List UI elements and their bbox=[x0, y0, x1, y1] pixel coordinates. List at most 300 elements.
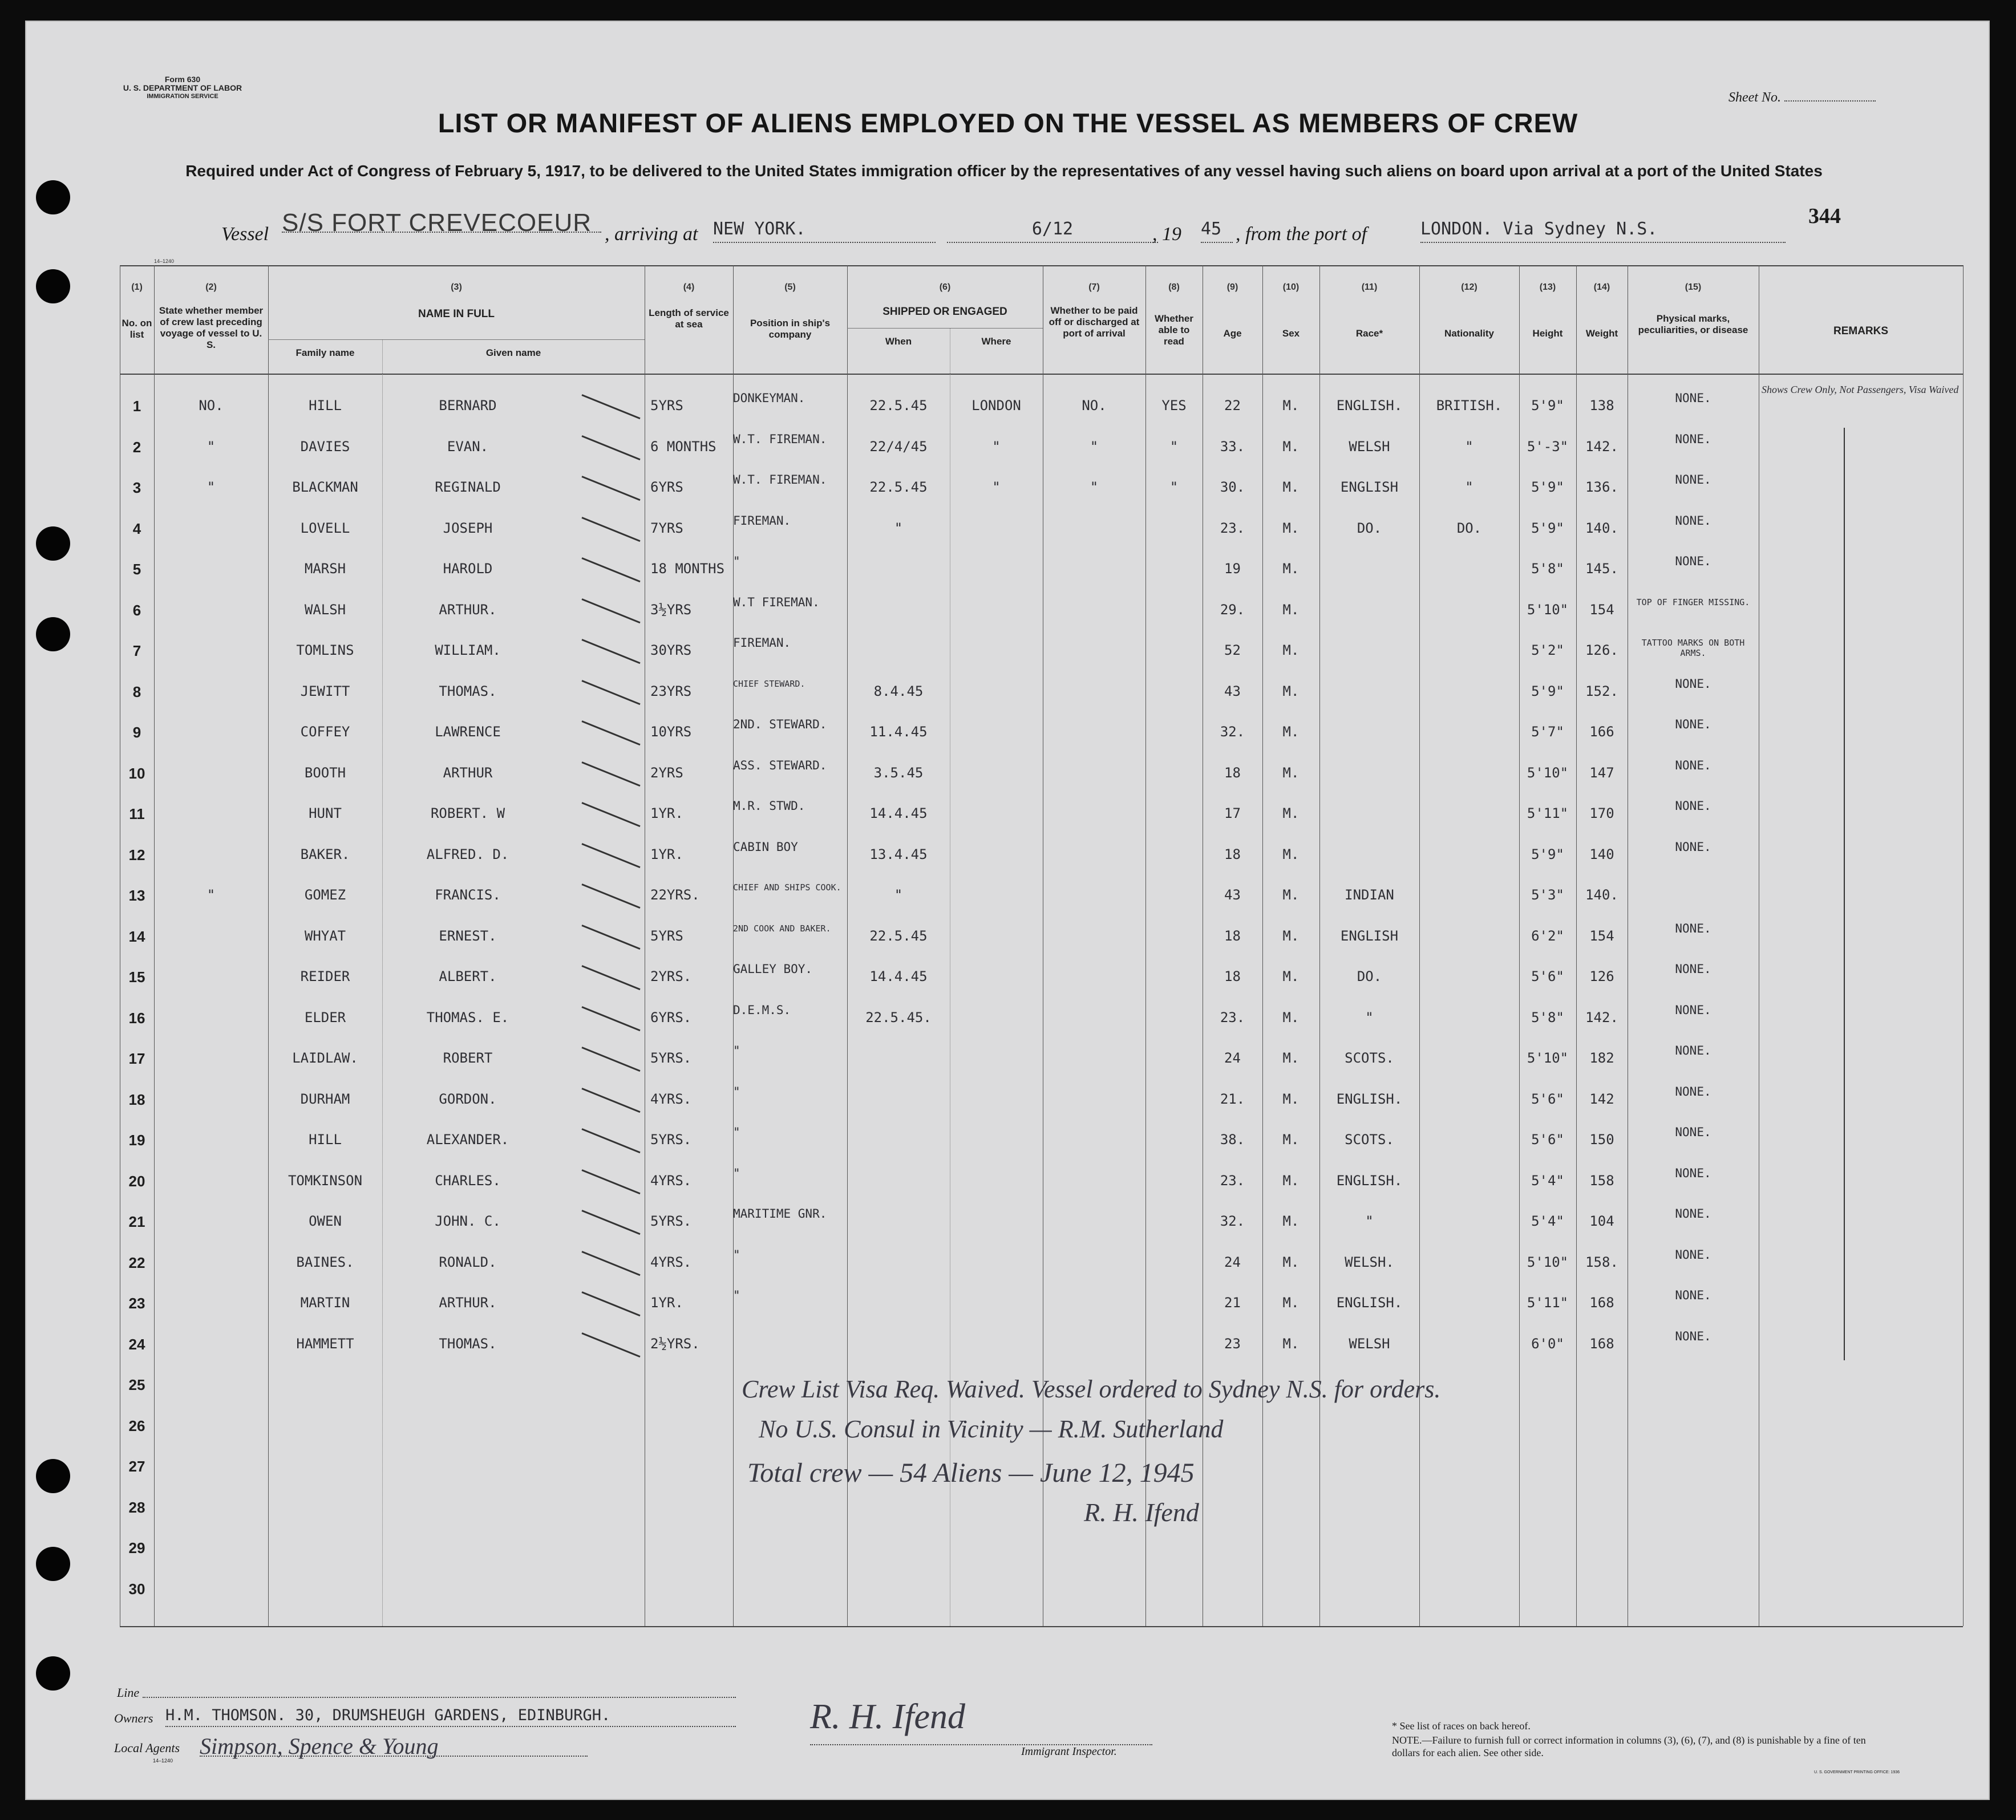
cell-remarks bbox=[1762, 996, 1961, 1019]
from-port: LONDON. Via Sydney N.S. bbox=[1420, 219, 1658, 239]
cell-position: " bbox=[733, 554, 740, 568]
cell-paid bbox=[1043, 520, 1145, 543]
check-mark-icon bbox=[581, 517, 640, 542]
cell-family: BAINES. bbox=[296, 1254, 354, 1270]
cell-paid bbox=[1043, 928, 1145, 951]
cell-when: 14.4.45 bbox=[869, 805, 928, 821]
sub-rule bbox=[268, 339, 645, 340]
cell-age: 22 bbox=[1224, 398, 1241, 414]
cell-marks: NONE. bbox=[1675, 473, 1711, 487]
cell-when: 22.5.45 bbox=[869, 398, 928, 414]
cell-read bbox=[1145, 561, 1203, 583]
cell-remarks bbox=[1762, 506, 1961, 529]
cell-length: 7YRS bbox=[650, 520, 683, 536]
cell-no: 26 bbox=[128, 1417, 145, 1434]
cell-race: DO. bbox=[1357, 520, 1382, 536]
cell-race: ENGLISH. bbox=[1336, 1295, 1403, 1311]
cell-read bbox=[1145, 928, 1203, 951]
cell-race bbox=[1319, 724, 1419, 747]
cell-no: 8 bbox=[132, 683, 141, 700]
cell-sex: M. bbox=[1282, 764, 1300, 781]
cell-sex: M. bbox=[1282, 561, 1300, 577]
department-name: U. S. DEPARTMENT OF LABOR bbox=[123, 83, 242, 92]
check-mark-icon bbox=[581, 1291, 640, 1316]
cell-height: 5'-3" bbox=[1527, 438, 1569, 455]
cell-sex: M. bbox=[1282, 887, 1300, 903]
header-able-read: Whether able to read bbox=[1155, 313, 1193, 347]
cell-paid bbox=[1043, 1132, 1145, 1154]
cell-given: THOMAS. bbox=[439, 683, 497, 699]
cell-paid bbox=[1043, 1213, 1145, 1236]
cell-marks: NONE. bbox=[1675, 1125, 1711, 1139]
date-field bbox=[947, 219, 1158, 243]
cell-when: 13.4.45 bbox=[869, 846, 928, 862]
cell-given: ROBERT bbox=[443, 1050, 493, 1066]
cell-weight: 142. bbox=[1585, 438, 1618, 455]
cell-remarks bbox=[1762, 914, 1961, 937]
cell-age: 23. bbox=[1220, 520, 1245, 536]
cell-read bbox=[1145, 520, 1203, 543]
cell-nationality: BRITISH. bbox=[1436, 398, 1503, 414]
cell-race bbox=[1319, 765, 1419, 788]
cell-family: MARSH bbox=[304, 561, 346, 577]
cell-sex: M. bbox=[1282, 1213, 1300, 1229]
cell-position: " bbox=[733, 1247, 740, 1262]
cell-family: TOMLINS bbox=[296, 642, 354, 658]
cell-paid bbox=[1043, 1336, 1145, 1359]
cell-where: " bbox=[992, 438, 1001, 455]
cell-weight: 126 bbox=[1589, 968, 1614, 984]
vessel-name-field bbox=[282, 209, 601, 237]
table-row bbox=[120, 1572, 1963, 1613]
cell-position: 2ND COOK AND BAKER. bbox=[733, 923, 831, 934]
cell-given: ALFRED. D. bbox=[426, 846, 509, 862]
cell-race bbox=[1319, 602, 1419, 625]
cell-paid bbox=[1043, 1091, 1145, 1114]
form-header-block bbox=[103, 75, 262, 101]
table-row bbox=[120, 512, 1963, 553]
cell-remarks bbox=[1762, 1118, 1961, 1141]
cell-marks bbox=[1628, 882, 1759, 905]
cell-remarks bbox=[1762, 425, 1961, 448]
service-name: IMMIGRATION SERVICE bbox=[147, 93, 218, 100]
cell-height: 5'2" bbox=[1531, 642, 1564, 658]
cell-marks: NONE. bbox=[1675, 1084, 1711, 1099]
inspector-signature: R. H. Ifend bbox=[810, 1697, 966, 1736]
arriving-field bbox=[713, 219, 936, 243]
cell-paid bbox=[1043, 1173, 1145, 1195]
cell-weight: 136. bbox=[1585, 479, 1618, 495]
cell-state bbox=[154, 1254, 268, 1277]
header-name-in-full: NAME IN FULL bbox=[418, 308, 495, 320]
col-number: (10) bbox=[1282, 282, 1300, 292]
cell-position: M.R. STWD. bbox=[733, 799, 805, 813]
cell-when bbox=[847, 561, 950, 583]
cell-nationality bbox=[1419, 1010, 1519, 1032]
cell-no: 21 bbox=[128, 1213, 145, 1230]
cell-state bbox=[154, 724, 268, 747]
header-given-name: Given name bbox=[485, 347, 541, 358]
cell-race: ENGLISH. bbox=[1336, 1091, 1403, 1107]
cell-race: WELSH bbox=[1349, 1335, 1390, 1352]
cell-weight: 182 bbox=[1589, 1050, 1614, 1066]
col-number: (1) bbox=[131, 282, 143, 292]
cell-no: 23 bbox=[128, 1295, 145, 1312]
cell-paid bbox=[1043, 724, 1145, 747]
cell-when bbox=[847, 1295, 950, 1318]
cell-no: 1 bbox=[132, 398, 141, 415]
cell-length: 6YRS bbox=[650, 479, 683, 495]
table-row bbox=[120, 1491, 1963, 1531]
cell-length: 4YRS. bbox=[650, 1091, 692, 1107]
arrival-year: 45 bbox=[1201, 219, 1222, 239]
cell-marks: NONE. bbox=[1675, 718, 1711, 731]
cell-paid bbox=[1043, 642, 1145, 665]
cell-where bbox=[950, 887, 1043, 910]
cell-race bbox=[1319, 642, 1419, 665]
col-number: (13) bbox=[1539, 282, 1556, 292]
table-row bbox=[120, 1042, 1963, 1083]
check-mark-icon bbox=[581, 639, 640, 664]
cell-paid bbox=[1043, 765, 1145, 788]
cell-no: 28 bbox=[128, 1498, 145, 1516]
annotation-signature: R. H. Ifend bbox=[1084, 1498, 1199, 1527]
cell-sex: M. bbox=[1282, 1050, 1300, 1066]
check-mark-icon bbox=[581, 557, 640, 582]
cell-age: 21 bbox=[1224, 1295, 1241, 1311]
cell-marks: NONE. bbox=[1675, 1288, 1711, 1302]
cell-race: ENGLISH. bbox=[1336, 1172, 1403, 1189]
cell-sex: M. bbox=[1282, 1132, 1300, 1148]
cell-race: INDIAN bbox=[1345, 887, 1394, 903]
cell-where bbox=[950, 765, 1043, 788]
cell-remarks bbox=[1762, 1036, 1961, 1059]
cell-no: 9 bbox=[132, 724, 141, 741]
cell-no: 11 bbox=[129, 805, 145, 822]
cell-position: 2ND. STEWARD. bbox=[733, 718, 827, 731]
cell-state bbox=[154, 1091, 268, 1114]
cell-paid bbox=[1043, 683, 1145, 706]
cell-nationality bbox=[1419, 642, 1519, 665]
table-row bbox=[120, 553, 1963, 593]
printer-note: U. S. GOVERNMENT PRINTING OFFICE: 1936 bbox=[1814, 1770, 1900, 1774]
cell-where: " bbox=[992, 479, 1001, 495]
cell-nationality bbox=[1419, 968, 1519, 991]
cell-where bbox=[950, 520, 1043, 543]
cell-family: WHYAT bbox=[304, 927, 346, 944]
cell-position: " bbox=[733, 1044, 740, 1057]
cell-when: 8.4.45 bbox=[873, 683, 924, 699]
cell-marks: NONE. bbox=[1675, 513, 1711, 528]
cell-weight: 145. bbox=[1585, 561, 1618, 577]
table-row bbox=[120, 879, 1963, 919]
cell-marks: NONE. bbox=[1675, 676, 1711, 691]
col-number: (2) bbox=[205, 282, 217, 292]
cell-given: LAWRENCE bbox=[435, 724, 501, 740]
cell-given: ARTHUR bbox=[443, 764, 493, 781]
check-mark-icon bbox=[581, 1251, 640, 1276]
cell-sex: M. bbox=[1282, 1254, 1300, 1270]
cell-weight: 158. bbox=[1585, 1254, 1618, 1270]
cell-position: " bbox=[733, 1084, 740, 1099]
cell-length: 1YR. bbox=[650, 805, 683, 821]
cell-where: LONDON bbox=[971, 398, 1021, 414]
header-state-whether: State whether member of crew last preceding voyage of vessel to U. S. bbox=[159, 305, 264, 350]
cell-height: 5'8" bbox=[1531, 561, 1564, 577]
cell-paid bbox=[1043, 805, 1145, 828]
check-mark-icon bbox=[581, 843, 640, 868]
cell-sex: M. bbox=[1282, 520, 1300, 536]
cell-given: ALBERT. bbox=[439, 968, 497, 984]
cell-no: 24 bbox=[128, 1335, 145, 1353]
cell-weight: 126. bbox=[1585, 642, 1618, 658]
cell-given: WILLIAM. bbox=[435, 642, 501, 658]
binder-hole bbox=[36, 180, 70, 214]
cell-family: BAKER. bbox=[300, 846, 350, 862]
cell-weight: 168 bbox=[1589, 1335, 1614, 1352]
cell-no: 17 bbox=[128, 1050, 145, 1067]
cell-weight: 140 bbox=[1589, 846, 1614, 862]
cell-given: ROBERT. W bbox=[430, 805, 505, 821]
cell-marks: TOP OF FINGER MISSING. bbox=[1636, 597, 1750, 607]
cell-when: 22/4/45 bbox=[869, 438, 928, 455]
cell-height: 5'3" bbox=[1531, 887, 1564, 903]
binder-hole bbox=[36, 1459, 70, 1493]
cell-marks: NONE. bbox=[1675, 758, 1711, 772]
footer-code: 14–1240 bbox=[153, 1758, 173, 1764]
cell-sex: M. bbox=[1282, 479, 1300, 495]
cell-age: 18 bbox=[1224, 968, 1241, 984]
cell-read bbox=[1145, 968, 1203, 991]
cell-read bbox=[1145, 724, 1203, 747]
year-field bbox=[1201, 219, 1233, 243]
arriving-label: , arriving at bbox=[605, 224, 698, 245]
from-port-field bbox=[1420, 219, 1786, 243]
cell-weight: 140. bbox=[1585, 887, 1618, 903]
cell-weight: 154 bbox=[1589, 927, 1614, 944]
cell-race: ENGLISH bbox=[1340, 927, 1399, 944]
col-number: (4) bbox=[683, 282, 695, 292]
sheet-number-field bbox=[1728, 90, 1876, 106]
cell-remarks: Shows Crew Only, Not Passengers, Visa Waived bbox=[1762, 384, 1959, 395]
cell-no: 6 bbox=[132, 601, 141, 619]
cell-family: COFFEY bbox=[300, 724, 350, 740]
cell-paid bbox=[1043, 887, 1145, 910]
cell-sex: M. bbox=[1282, 1295, 1300, 1311]
cell-when bbox=[847, 1132, 950, 1154]
cell-nationality bbox=[1419, 1336, 1519, 1359]
cell-no: 4 bbox=[132, 520, 141, 537]
cell-no: 15 bbox=[128, 968, 145, 986]
cell-position: CHIEF STEWARD. bbox=[733, 678, 805, 689]
cell-nationality bbox=[1419, 561, 1519, 583]
cell-family: LAIDLAW. bbox=[292, 1050, 358, 1066]
table-row bbox=[120, 384, 1963, 430]
cell-age: 18 bbox=[1224, 927, 1241, 944]
cell-length: 2YRS. bbox=[650, 968, 692, 984]
header-when: When bbox=[885, 336, 912, 347]
cell-nationality bbox=[1419, 1132, 1519, 1154]
cell-age: 38. bbox=[1220, 1132, 1245, 1148]
from-port-label: , from the port of bbox=[1236, 224, 1367, 245]
penalty-note: NOTE.—Failure to furnish full or correct information in columns (3), (6), (7), and (8) is punishable by a fine of ten dollars for each alien. See other side. bbox=[1392, 1734, 1866, 1758]
cell-given: EVAN. bbox=[447, 438, 489, 455]
cell-where bbox=[950, 1254, 1043, 1277]
cell-no: 2 bbox=[132, 438, 141, 456]
cell-position: " bbox=[733, 1288, 740, 1302]
form-code: 14–1240 bbox=[154, 258, 175, 264]
cell-when: " bbox=[894, 520, 903, 536]
cell-nationality: DO. bbox=[1456, 520, 1482, 536]
check-mark-icon bbox=[581, 1006, 640, 1031]
cell-remarks bbox=[1762, 1281, 1961, 1304]
table-row bbox=[120, 1531, 1963, 1572]
table-row bbox=[120, 1328, 1963, 1368]
cell-no: 3 bbox=[132, 479, 141, 496]
cell-remarks bbox=[1762, 670, 1961, 692]
cell-race: WELSH. bbox=[1345, 1254, 1394, 1270]
cell-length: 23YRS bbox=[650, 683, 692, 699]
cell-position: FIREMAN. bbox=[733, 636, 791, 650]
cell-state: NO. bbox=[199, 398, 224, 414]
cell-height: 6'0" bbox=[1531, 1335, 1564, 1352]
cell-remarks bbox=[1762, 833, 1961, 856]
cell-state bbox=[154, 520, 268, 543]
check-mark-icon bbox=[581, 394, 640, 419]
sub-rule bbox=[847, 328, 1043, 329]
header-race: Race* bbox=[1355, 328, 1383, 339]
year-prefix: , 19 bbox=[1152, 224, 1181, 245]
cell-age: 17 bbox=[1224, 805, 1241, 821]
cell-position: DONKEYMAN. bbox=[733, 391, 805, 405]
check-mark-icon bbox=[581, 761, 640, 787]
table-row bbox=[120, 634, 1963, 675]
cell-height: 5'4" bbox=[1531, 1172, 1564, 1189]
cell-race: SCOTS. bbox=[1345, 1050, 1394, 1066]
binder-hole bbox=[36, 1547, 70, 1581]
cell-height: 5'9" bbox=[1531, 398, 1564, 414]
cell-age: 43 bbox=[1224, 887, 1241, 903]
cell-length: 10YRS bbox=[650, 724, 692, 740]
cell-marks: NONE. bbox=[1675, 1329, 1711, 1343]
cell-race bbox=[1319, 846, 1419, 869]
cell-height: 5'6" bbox=[1531, 1132, 1564, 1148]
cell-given: GORDON. bbox=[439, 1091, 497, 1107]
check-mark-icon bbox=[581, 1128, 640, 1153]
cell-race: ENGLISH bbox=[1340, 479, 1399, 495]
arriving-port: NEW YORK. bbox=[713, 219, 806, 239]
cell-position: ASS. STEWARD. bbox=[733, 758, 827, 772]
cell-remarks bbox=[1762, 1159, 1961, 1182]
cell-nationality: " bbox=[1465, 438, 1473, 455]
cell-sex: M. bbox=[1282, 398, 1300, 414]
cell-state bbox=[154, 642, 268, 665]
header-sex: Sex bbox=[1282, 328, 1300, 339]
cell-weight: 166 bbox=[1589, 724, 1614, 740]
table-row bbox=[120, 1246, 1963, 1287]
cell-no: 10 bbox=[128, 764, 145, 782]
cell-race: " bbox=[1365, 1009, 1374, 1025]
cell-given: CHARLES. bbox=[435, 1172, 501, 1189]
header-physical: Physical marks, peculiarities, or disease bbox=[1638, 313, 1748, 335]
cell-family: OWEN bbox=[309, 1213, 342, 1229]
cell-read bbox=[1145, 805, 1203, 828]
form-number: Form 630 bbox=[164, 75, 201, 84]
header-no-on-list: No. on list bbox=[122, 318, 152, 340]
cell-family: TOMKINSON bbox=[288, 1172, 363, 1189]
cell-marks: NONE. bbox=[1675, 554, 1711, 568]
cell-paid bbox=[1043, 602, 1145, 625]
cell-weight: 142. bbox=[1585, 1009, 1618, 1025]
cell-no: 12 bbox=[128, 846, 145, 864]
cell-state bbox=[154, 1010, 268, 1032]
col-number: (6) bbox=[939, 282, 951, 292]
cell-where bbox=[950, 724, 1043, 747]
cell-sex: M. bbox=[1282, 683, 1300, 699]
cell-length: 6 MONTHS bbox=[650, 438, 716, 455]
table-row bbox=[120, 920, 1963, 960]
cell-position: W.T. FIREMAN. bbox=[733, 432, 827, 446]
cell-height: 5'10" bbox=[1527, 601, 1569, 618]
cell-remarks bbox=[1762, 955, 1961, 978]
cell-marks: NONE. bbox=[1675, 1003, 1711, 1017]
cell-family: HILL bbox=[309, 1132, 342, 1148]
annotation-line-2: No U.S. Consul in Vicinity — R.M. Sutherland bbox=[759, 1415, 1224, 1443]
vessel-name: S/S FORT CREVECOEUR bbox=[282, 209, 592, 237]
col-number: (8) bbox=[1168, 282, 1180, 292]
cell-height: 5'10" bbox=[1527, 1254, 1569, 1270]
cell-paid bbox=[1043, 561, 1145, 583]
cell-age: 24 bbox=[1224, 1254, 1241, 1270]
cell-no: 30 bbox=[128, 1580, 145, 1598]
cell-family: BOOTH bbox=[304, 764, 346, 781]
cell-given: JOHN. C. bbox=[435, 1213, 501, 1229]
cell-given: REGINALD bbox=[435, 479, 501, 495]
cell-state bbox=[154, 765, 268, 788]
check-mark-icon bbox=[581, 476, 640, 501]
cell-no: 25 bbox=[128, 1376, 145, 1393]
cell-height: 5'6" bbox=[1531, 1091, 1564, 1107]
cell-weight: 104 bbox=[1589, 1213, 1614, 1229]
header-age: Age bbox=[1223, 328, 1242, 339]
cell-no: 22 bbox=[128, 1254, 145, 1271]
cell-family: LOVELL bbox=[300, 520, 350, 536]
vessel-label: Vessel bbox=[221, 224, 269, 245]
cell-age: 24 bbox=[1224, 1050, 1241, 1066]
cell-state bbox=[154, 928, 268, 951]
cell-age: 52 bbox=[1224, 642, 1241, 658]
cell-length: 4YRS. bbox=[650, 1254, 692, 1270]
cell-sex: M. bbox=[1282, 1172, 1300, 1189]
cell-given: ARTHUR. bbox=[439, 601, 497, 618]
cell-when: 22.5.45. bbox=[865, 1009, 932, 1025]
header-height: Height bbox=[1532, 328, 1563, 339]
line-field bbox=[143, 1697, 736, 1698]
cell-age: 23 bbox=[1224, 1335, 1241, 1352]
cell-state bbox=[154, 602, 268, 625]
cell-nationality bbox=[1419, 1254, 1519, 1277]
cell-remarks bbox=[1762, 1322, 1961, 1345]
cell-read bbox=[1145, 683, 1203, 706]
cell-nationality bbox=[1419, 1173, 1519, 1195]
cell-remarks bbox=[1762, 547, 1961, 570]
header-length-service: Length of service at sea bbox=[649, 307, 729, 330]
cell-length: 5YRS. bbox=[650, 1132, 692, 1148]
col-number: (15) bbox=[1685, 282, 1702, 292]
cell-sex: M. bbox=[1282, 805, 1300, 821]
cell-race bbox=[1319, 683, 1419, 706]
cell-length: 30YRS bbox=[650, 642, 692, 658]
